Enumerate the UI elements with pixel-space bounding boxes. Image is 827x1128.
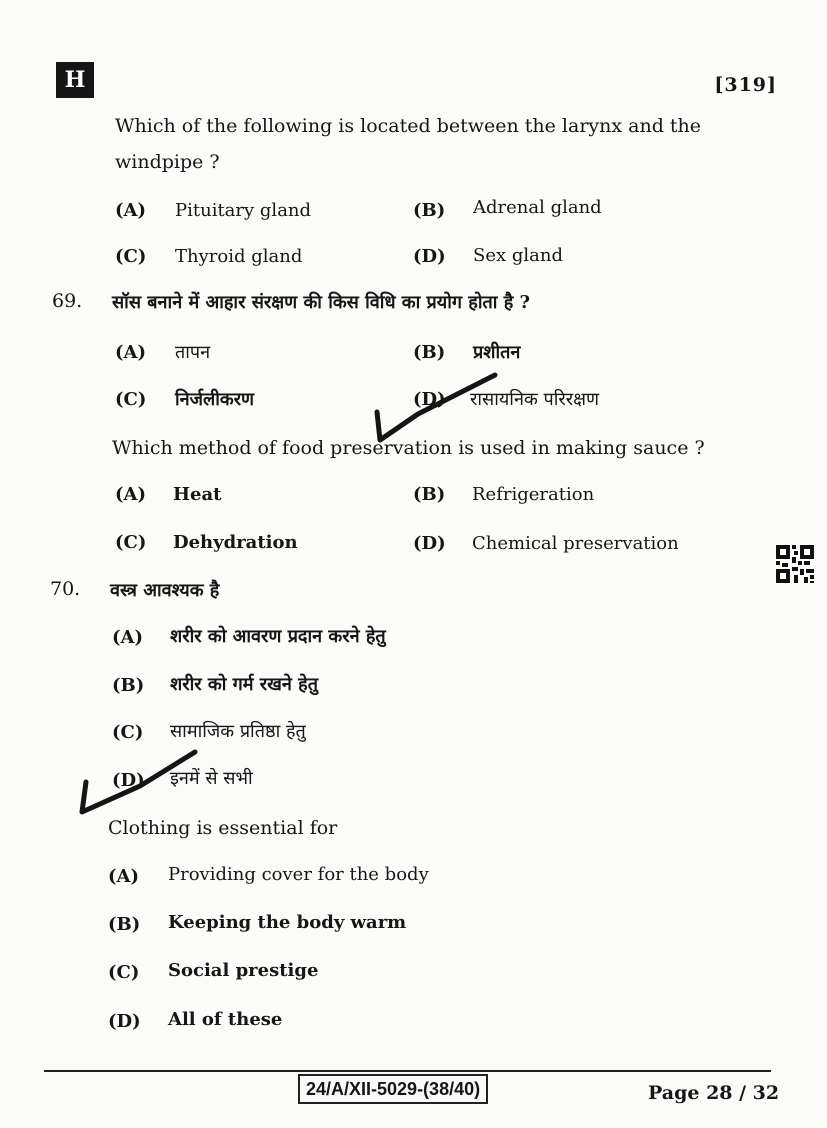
q70-hi-option-c-label: (C) [112, 722, 144, 743]
q69-en-option-a-label: (A) [115, 484, 146, 505]
q68-option-d-label: (D) [413, 246, 446, 267]
q69-en-option-d-label: (D) [413, 533, 446, 554]
q69-hi-option-d-label: (D) [413, 389, 446, 410]
q69-hindi-text: सॉस बनाने में आहार संरक्षण की किस विधि का प्रयोग होता है ? [112, 292, 531, 313]
q68-option-c-text: Thyroid gland [175, 246, 303, 267]
q69-en-option-c-label: (C) [115, 532, 147, 553]
q68-option-c-label: (C) [115, 246, 147, 267]
q68-text-line2: windpipe ? [115, 151, 220, 173]
q69-hi-option-a-label: (A) [115, 342, 146, 363]
q69-hi-option-c-text: निर्जलीकरण [175, 389, 255, 410]
q70-en-option-a-label: (A) [108, 866, 139, 887]
q70-hi-option-a-text: शरीर को आवरण प्रदान करने हेतु [170, 626, 386, 647]
q70-hi-option-c-text: सामाजिक प्रतिष्ठा हेतु [170, 721, 306, 742]
q70-hindi-text: वस्त्र आवश्यक है [110, 580, 220, 601]
q68-text-line1: Which of the following is located between the larynx and the [115, 115, 702, 137]
q69-en-option-c-text: Dehydration [173, 532, 298, 553]
q70-english-text: Clothing is essential for [108, 817, 338, 839]
q69-hi-option-b-label: (B) [413, 342, 446, 363]
q69-en-option-d-text: Chemical preservation [472, 533, 679, 554]
q70-en-option-d-label: (D) [108, 1011, 141, 1032]
q68-option-a-label: (A) [115, 200, 146, 221]
q68-option-b-text: Adrenal gland [473, 197, 602, 218]
q69-hi-option-c-label: (C) [115, 389, 147, 410]
q70-hi-option-b-label: (B) [112, 675, 145, 696]
q69-en-option-b-label: (B) [413, 484, 446, 505]
q68-option-d-text: Sex gland [473, 245, 563, 266]
q69-number: 69. [52, 290, 83, 312]
q68-option-b-label: (B) [413, 200, 446, 221]
q69-hi-option-a-text: तापन [175, 342, 211, 363]
q69-hi-option-b-text: प्रशीतन [473, 342, 521, 363]
q70-en-option-c-label: (C) [108, 962, 140, 983]
qr-code-icon [776, 545, 814, 583]
q70-en-option-c-text: Social prestige [168, 960, 319, 981]
paper-code: 24/A/XII-5029-(38/40) [298, 1074, 488, 1104]
q70-hi-option-a-label: (A) [112, 627, 143, 648]
section-badge: H [56, 62, 94, 98]
q70-hi-option-d-text: इनमें से सभी [170, 768, 253, 789]
q69-hi-option-d-text: रासायनिक परिरक्षण [470, 389, 600, 410]
q70-en-option-b-text: Keeping the body warm [168, 912, 407, 933]
page-number: Page 28 / 32 [648, 1082, 780, 1104]
q70-en-option-a-text: Providing cover for the body [168, 864, 429, 885]
page-code: [319] [714, 74, 777, 96]
q70-hi-option-d-label: (D) [112, 770, 145, 791]
q70-hi-option-b-text: शरीर को गर्म रखने हेतु [170, 674, 318, 695]
q68-option-a-text: Pituitary gland [175, 200, 312, 221]
footer-rule [44, 1070, 771, 1072]
q70-en-option-d-text: All of these [168, 1009, 283, 1030]
q70-number: 70. [50, 578, 81, 600]
q69-en-option-b-text: Refrigeration [472, 484, 595, 505]
q69-english-text: Which method of food preservation is used in making sauce ? [112, 437, 705, 459]
q70-en-option-b-label: (B) [108, 914, 141, 935]
q69-en-option-a-text: Heat [173, 484, 222, 505]
